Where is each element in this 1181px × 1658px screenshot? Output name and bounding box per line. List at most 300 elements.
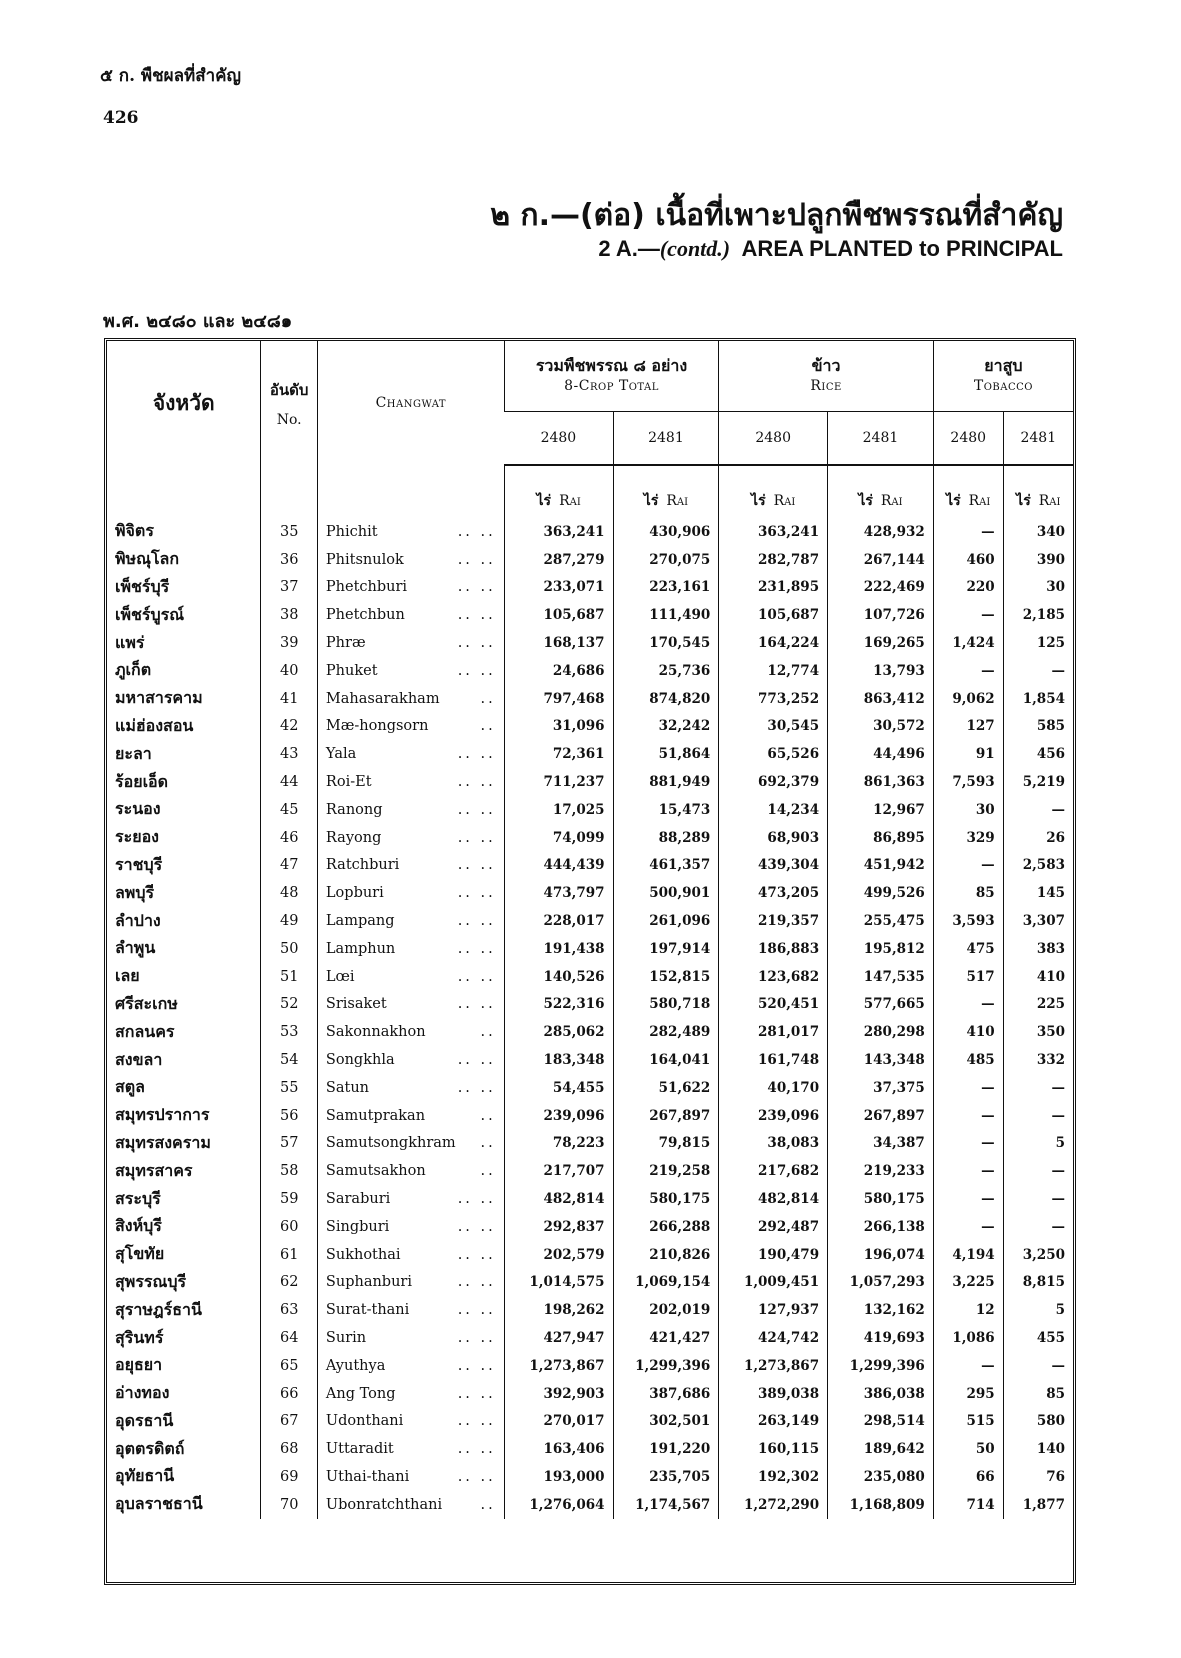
table-row xyxy=(107,907,1073,935)
tobacco-2480-cell: 66 xyxy=(933,1463,1003,1491)
leader-dots: .. .. xyxy=(457,662,496,679)
changwat-thai-cell: แม่ฮ่องสอน xyxy=(115,715,194,735)
changwat-en-name: Surin xyxy=(325,1330,367,1346)
row-number-cell: 44 xyxy=(261,768,317,796)
leader-dots: .. .. xyxy=(457,1274,496,1291)
rice-2480-cell: 1,009,451 xyxy=(719,1269,828,1297)
changwat-thai-cell: สุพรรณบุรี xyxy=(115,1271,187,1291)
changwat-thai-cell: ราชบุรี xyxy=(115,854,163,874)
rice-2480-cell: 12,774 xyxy=(719,657,828,685)
rice-2481-cell: 222,469 xyxy=(828,574,934,602)
rice-2481-cell: 580,175 xyxy=(828,1185,934,1213)
changwat-en-cell xyxy=(317,1435,504,1463)
rice-2480-cell: 40,170 xyxy=(719,1074,828,1102)
total-2481-cell: 235,705 xyxy=(613,1463,719,1491)
tobacco-2480-cell: 85 xyxy=(933,879,1003,907)
changwat-thai-cell: แพร่ xyxy=(115,632,145,652)
row-number-cell: 43 xyxy=(261,740,317,768)
year-header: 2481 xyxy=(1003,412,1073,466)
total-2480-cell: 444,439 xyxy=(504,852,613,880)
total-2481-cell: 282,489 xyxy=(613,1018,719,1046)
leader-dots: .. .. xyxy=(457,523,496,540)
rice-2481-cell: 86,895 xyxy=(828,824,934,852)
total-2480-cell: 285,062 xyxy=(504,1018,613,1046)
group-tobacco-en: Tobacco xyxy=(973,378,1033,394)
changwat-thai-cell: พิจิตร xyxy=(115,521,154,541)
rice-2481-cell: 189,642 xyxy=(828,1435,934,1463)
total-2481-cell: 88,289 xyxy=(613,824,719,852)
total-2480-cell: 233,071 xyxy=(504,574,613,602)
leader-dots: .. .. xyxy=(457,1079,496,1096)
rice-2480-cell: 65,526 xyxy=(719,740,828,768)
tobacco-2481-cell: 350 xyxy=(1003,1018,1073,1046)
leader-dots: .. .. xyxy=(457,607,496,624)
changwat-en-name: Rayong xyxy=(325,829,382,846)
rice-2480-cell: 389,038 xyxy=(719,1380,828,1408)
changwat-thai-cell: อยุธยา xyxy=(115,1355,163,1375)
rice-2480-cell: 123,682 xyxy=(719,963,828,991)
total-2480-cell: 1,273,867 xyxy=(504,1352,613,1380)
tobacco-2480-cell: — xyxy=(933,1102,1003,1130)
rice-2481-cell: 267,897 xyxy=(828,1102,934,1130)
unit-label: ไร่ Rai xyxy=(828,465,934,518)
total-2480-cell: 54,455 xyxy=(504,1074,613,1102)
table-row xyxy=(107,963,1073,991)
changwat-thai-cell: ร้อยเอ็ด xyxy=(115,771,169,791)
leader-dots: .. xyxy=(480,690,496,707)
year-header: 2481 xyxy=(613,412,719,466)
leader-dots: .. xyxy=(480,1107,496,1124)
total-2481-cell: 15,473 xyxy=(613,796,719,824)
total-2481-cell: 32,242 xyxy=(613,713,719,741)
header-group-total xyxy=(504,341,719,412)
changwat-en-cell xyxy=(317,1074,504,1102)
row-number-cell: 65 xyxy=(261,1352,317,1380)
changwat-thai-cell: สมุทรสาคร xyxy=(115,1160,193,1180)
tobacco-2480-cell: — xyxy=(933,1352,1003,1380)
tobacco-2480-cell: — xyxy=(933,1157,1003,1185)
row-number-cell: 58 xyxy=(261,1157,317,1185)
total-2480-cell: 427,947 xyxy=(504,1324,613,1352)
leader-dots: .. .. xyxy=(457,801,496,818)
changwat-en-cell xyxy=(317,740,504,768)
changwat-thai-cell: อุทัยธานี xyxy=(115,1466,175,1486)
table-row xyxy=(107,601,1073,629)
rice-2480-cell: 231,895 xyxy=(719,574,828,602)
rice-2480-cell: 773,252 xyxy=(719,685,828,713)
rice-2481-cell: 30,572 xyxy=(828,713,934,741)
changwat-en-name: Uttaradit xyxy=(325,1441,394,1458)
table-row xyxy=(107,740,1073,768)
leader-dots: .. xyxy=(480,1024,496,1041)
changwat-thai-cell: ศรีสะเกษ xyxy=(115,993,178,1013)
leader-dots: .. .. xyxy=(457,968,496,985)
changwat-en-name: Srisaket xyxy=(325,996,387,1013)
tobacco-2480-cell: — xyxy=(933,1074,1003,1102)
changwat-en-cell xyxy=(317,1296,504,1324)
leader-dots: .. .. xyxy=(457,1441,496,1458)
total-2481-cell: 874,820 xyxy=(613,685,719,713)
changwat-en-name: Lopburi xyxy=(325,885,384,902)
total-2481-cell: 152,815 xyxy=(613,963,719,991)
total-2480-cell: 72,361 xyxy=(504,740,613,768)
changwat-en-cell xyxy=(317,1130,504,1158)
rice-2481-cell: 169,265 xyxy=(828,629,934,657)
leader-dots: .. .. xyxy=(457,885,496,902)
changwat-thai-cell: อุตตรดิตถ์ xyxy=(115,1438,185,1458)
row-number-cell: 47 xyxy=(261,852,317,880)
crop-area-table xyxy=(107,341,1073,1519)
leader-dots: .. xyxy=(480,1135,496,1152)
tobacco-2481-cell: — xyxy=(1003,1157,1073,1185)
changwat-en-name: Ranong xyxy=(325,801,383,818)
table-row xyxy=(107,935,1073,963)
row-number-cell: 59 xyxy=(261,1185,317,1213)
tobacco-2480-cell: — xyxy=(933,601,1003,629)
table-row xyxy=(107,1491,1073,1519)
rice-2480-cell: 692,379 xyxy=(719,768,828,796)
table-row xyxy=(107,796,1073,824)
tobacco-2481-cell: 225 xyxy=(1003,991,1073,1019)
total-2481-cell: 580,718 xyxy=(613,991,719,1019)
page-number: 426 xyxy=(103,108,139,128)
changwat-en-cell xyxy=(317,796,504,824)
changwat-en-name: Ratchburi xyxy=(325,857,400,874)
changwat-thai-cell: เพ็ชร์บุรี xyxy=(115,576,170,596)
header-group-tobacco xyxy=(933,341,1073,412)
changwat-thai-cell: สุราษฎร์ธานี xyxy=(115,1299,202,1319)
changwat-en-cell xyxy=(317,1269,504,1297)
unit-label: ไร่ Rai xyxy=(933,465,1003,518)
table-row xyxy=(107,1130,1073,1158)
rice-2480-cell: 14,234 xyxy=(719,796,828,824)
rice-2480-cell: 190,479 xyxy=(719,1241,828,1269)
leader-dots: .. xyxy=(480,718,496,735)
tobacco-2481-cell: 580 xyxy=(1003,1408,1073,1436)
tobacco-2481-cell: 85 xyxy=(1003,1380,1073,1408)
header-group-rice xyxy=(719,341,934,412)
changwat-en-cell xyxy=(317,1185,504,1213)
rice-2480-cell: 1,273,867 xyxy=(719,1352,828,1380)
total-2481-cell: 270,075 xyxy=(613,546,719,574)
tobacco-2481-cell: 3,250 xyxy=(1003,1241,1073,1269)
leader-dots: .. xyxy=(480,1163,496,1180)
rice-2480-cell: 363,241 xyxy=(719,518,828,546)
total-2480-cell: 711,237 xyxy=(504,768,613,796)
leader-dots: .. .. xyxy=(457,1357,496,1374)
changwat-en-cell xyxy=(317,546,504,574)
year-header: 2480 xyxy=(933,412,1003,466)
leader-dots: .. .. xyxy=(457,829,496,846)
leader-dots: .. .. xyxy=(457,996,496,1013)
year-header: 2481 xyxy=(828,412,934,466)
row-number-cell: 69 xyxy=(261,1463,317,1491)
changwat-en-name: Ang Tong xyxy=(325,1385,396,1402)
changwat-en-cell xyxy=(317,768,504,796)
rice-2480-cell: 482,814 xyxy=(719,1185,828,1213)
total-2481-cell: 302,501 xyxy=(613,1408,719,1436)
rice-2480-cell: 160,115 xyxy=(719,1435,828,1463)
row-number-cell: 46 xyxy=(261,824,317,852)
changwat-thai-cell: อุดรธานี xyxy=(115,1410,174,1430)
total-2481-cell: 223,161 xyxy=(613,574,719,602)
changwat-en-name: Surat-thani xyxy=(325,1302,410,1319)
rice-2480-cell: 439,304 xyxy=(719,852,828,880)
changwat-thai-cell: เพ็ชร์บูรณ์ xyxy=(115,604,185,624)
rice-2480-cell: 38,083 xyxy=(719,1130,828,1158)
table-row xyxy=(107,685,1073,713)
tobacco-2481-cell: — xyxy=(1003,796,1073,824)
total-2481-cell: 461,357 xyxy=(613,852,719,880)
rice-2480-cell: 1,272,290 xyxy=(719,1491,828,1519)
leader-dots: .. .. xyxy=(457,1191,496,1208)
changwat-en-name: Songkhla xyxy=(325,1052,395,1069)
row-number-cell: 35 xyxy=(261,518,317,546)
row-number-cell: 37 xyxy=(261,574,317,602)
row-number-cell: 36 xyxy=(261,546,317,574)
tobacco-2481-cell: 585 xyxy=(1003,713,1073,741)
total-2481-cell: 1,174,567 xyxy=(613,1491,719,1519)
unit-label: ไร่ Rai xyxy=(504,465,613,518)
rice-2480-cell: 424,742 xyxy=(719,1324,828,1352)
changwat-thai-cell: สมุทรสงคราม xyxy=(115,1132,211,1152)
rice-2480-cell: 292,487 xyxy=(719,1213,828,1241)
changwat-en-name: Yala xyxy=(325,746,357,763)
changwat-en-cell xyxy=(317,1352,504,1380)
row-number-cell: 49 xyxy=(261,907,317,935)
changwat-en-cell xyxy=(317,1463,504,1491)
tobacco-2480-cell: 9,062 xyxy=(933,685,1003,713)
changwat-en-cell xyxy=(317,1102,504,1130)
row-number-cell: 51 xyxy=(261,963,317,991)
rice-2481-cell: 863,412 xyxy=(828,685,934,713)
changwat-thai-cell: เลย xyxy=(115,966,140,986)
changwat-en-name: Phræ xyxy=(325,635,366,652)
rice-2481-cell: 37,375 xyxy=(828,1074,934,1102)
rice-2481-cell: 143,348 xyxy=(828,1046,934,1074)
tobacco-2480-cell: 220 xyxy=(933,574,1003,602)
total-2480-cell: 168,137 xyxy=(504,629,613,657)
table-row xyxy=(107,852,1073,880)
row-number-cell: 56 xyxy=(261,1102,317,1130)
total-2480-cell: 78,223 xyxy=(504,1130,613,1158)
tobacco-2481-cell: 5,219 xyxy=(1003,768,1073,796)
changwat-en-cell xyxy=(317,1046,504,1074)
total-2481-cell: 111,490 xyxy=(613,601,719,629)
total-2480-cell: 217,707 xyxy=(504,1157,613,1185)
rice-2481-cell: 298,514 xyxy=(828,1408,934,1436)
tobacco-2481-cell: — xyxy=(1003,1074,1073,1102)
changwat-en-name: Lampang xyxy=(325,913,395,930)
changwat-en-cell xyxy=(317,1491,504,1519)
tobacco-2480-cell: 3,593 xyxy=(933,907,1003,935)
total-2480-cell: 193,000 xyxy=(504,1463,613,1491)
tobacco-2481-cell: 30 xyxy=(1003,574,1073,602)
rice-2480-cell: 520,451 xyxy=(719,991,828,1019)
changwat-en-cell xyxy=(317,1324,504,1352)
tobacco-2481-cell: 5 xyxy=(1003,1296,1073,1324)
table-row xyxy=(107,1185,1073,1213)
leader-dots: .. .. xyxy=(457,1468,496,1485)
changwat-en-name: Satun xyxy=(325,1079,370,1096)
total-2480-cell: 74,099 xyxy=(504,824,613,852)
tobacco-2481-cell: — xyxy=(1003,1213,1073,1241)
total-2481-cell: 421,427 xyxy=(613,1324,719,1352)
rice-2481-cell: 861,363 xyxy=(828,768,934,796)
tobacco-2480-cell: 329 xyxy=(933,824,1003,852)
tobacco-2481-cell: 5 xyxy=(1003,1130,1073,1158)
changwat-thai-cell: สุโขทัย xyxy=(115,1244,165,1264)
tobacco-2480-cell: — xyxy=(933,852,1003,880)
changwat-en-name: Roi-Et xyxy=(325,774,372,791)
row-number-cell: 61 xyxy=(261,1241,317,1269)
tobacco-2481-cell: 8,815 xyxy=(1003,1269,1073,1297)
total-2481-cell: 267,897 xyxy=(613,1102,719,1130)
total-2481-cell: 881,949 xyxy=(613,768,719,796)
table-row xyxy=(107,629,1073,657)
rice-2480-cell: 68,903 xyxy=(719,824,828,852)
rice-2480-cell: 164,224 xyxy=(719,629,828,657)
changwat-en-cell xyxy=(317,685,504,713)
title-prefix: 2 A.— xyxy=(598,236,660,261)
running-head: ๕ ก. พืชผลที่สำคัญ xyxy=(100,66,242,86)
changwat-en-cell xyxy=(317,1408,504,1436)
changwat-en-name: Udonthani xyxy=(325,1413,404,1430)
tobacco-2480-cell: — xyxy=(933,1130,1003,1158)
leader-dots: .. .. xyxy=(457,635,496,652)
table-row xyxy=(107,879,1073,907)
row-number-cell: 41 xyxy=(261,685,317,713)
table-row xyxy=(107,1046,1073,1074)
year-line: พ.ศ. ๒๔๘๐ และ ๒๔๘๑ xyxy=(103,311,293,332)
leader-dots: .. .. xyxy=(457,913,496,930)
data-table-frame xyxy=(104,338,1076,1585)
rice-2481-cell: 266,138 xyxy=(828,1213,934,1241)
table-row xyxy=(107,713,1073,741)
leader-dots: .. .. xyxy=(457,746,496,763)
row-number-cell: 55 xyxy=(261,1074,317,1102)
rice-2481-cell: 195,812 xyxy=(828,935,934,963)
tobacco-2480-cell: — xyxy=(933,518,1003,546)
changwat-en-cell xyxy=(317,824,504,852)
rice-2481-cell: 1,057,293 xyxy=(828,1269,934,1297)
changwat-en-name: Sukhothai xyxy=(325,1246,401,1263)
leader-dots: .. xyxy=(480,1496,496,1513)
changwat-thai-cell: มหาสารคาม xyxy=(115,688,203,708)
changwat-en-name: Samutsongkhram xyxy=(325,1135,456,1152)
rice-2480-cell: 473,205 xyxy=(719,879,828,907)
rice-2480-cell: 282,787 xyxy=(719,546,828,574)
table-row xyxy=(107,991,1073,1019)
rice-2481-cell: 267,144 xyxy=(828,546,934,574)
row-number-cell: 62 xyxy=(261,1269,317,1297)
tobacco-2480-cell: — xyxy=(933,657,1003,685)
tobacco-2480-cell: 1,086 xyxy=(933,1324,1003,1352)
total-2481-cell: 79,815 xyxy=(613,1130,719,1158)
tobacco-2481-cell: 125 xyxy=(1003,629,1073,657)
row-number-cell: 48 xyxy=(261,879,317,907)
row-number-cell: 45 xyxy=(261,796,317,824)
table-row xyxy=(107,546,1073,574)
changwat-en-name: Phuket xyxy=(325,662,378,679)
changwat-en-cell xyxy=(317,1241,504,1269)
rice-2480-cell: 263,149 xyxy=(719,1408,828,1436)
leader-dots: .. .. xyxy=(457,1218,496,1235)
leader-dots: .. .. xyxy=(457,1052,496,1069)
row-number-cell: 68 xyxy=(261,1435,317,1463)
table-row xyxy=(107,1352,1073,1380)
table-row xyxy=(107,574,1073,602)
row-number-cell: 50 xyxy=(261,935,317,963)
total-2480-cell: 482,814 xyxy=(504,1185,613,1213)
total-2480-cell: 17,025 xyxy=(504,796,613,824)
leader-dots: .. .. xyxy=(457,1385,496,1402)
rice-2481-cell: 147,535 xyxy=(828,963,934,991)
total-2480-cell: 163,406 xyxy=(504,1435,613,1463)
tobacco-2480-cell: 12 xyxy=(933,1296,1003,1324)
total-2481-cell: 1,069,154 xyxy=(613,1269,719,1297)
header-number-en: No. xyxy=(276,412,302,428)
rice-2481-cell: 235,080 xyxy=(828,1463,934,1491)
table-row xyxy=(107,1102,1073,1130)
tobacco-2480-cell: 714 xyxy=(933,1491,1003,1519)
changwat-thai-cell: ระนอง xyxy=(115,799,161,819)
changwat-thai-cell: สตูล xyxy=(115,1077,145,1097)
total-2480-cell: 105,687 xyxy=(504,601,613,629)
unit-label: ไร่ Rai xyxy=(1003,465,1073,518)
leader-dots: .. .. xyxy=(457,1413,496,1430)
changwat-en-name: Ubonratchthani xyxy=(325,1496,443,1513)
tobacco-2480-cell: 30 xyxy=(933,796,1003,824)
total-2481-cell: 387,686 xyxy=(613,1380,719,1408)
tobacco-2481-cell: — xyxy=(1003,1185,1073,1213)
unit-row xyxy=(107,465,1073,518)
rice-2480-cell: 186,883 xyxy=(719,935,828,963)
rice-2481-cell: 1,168,809 xyxy=(828,1491,934,1519)
tobacco-2480-cell: 3,225 xyxy=(933,1269,1003,1297)
total-2481-cell: 210,826 xyxy=(613,1241,719,1269)
changwat-thai-cell: ระยอง xyxy=(115,827,159,847)
rice-2481-cell: 577,665 xyxy=(828,991,934,1019)
changwat-en-name: Mæ-hongsorn xyxy=(325,718,429,735)
table-row xyxy=(107,1324,1073,1352)
header-number-thai: อันดับ xyxy=(269,381,309,399)
leader-dots: .. .. xyxy=(457,857,496,874)
total-2481-cell: 430,906 xyxy=(613,518,719,546)
rice-2481-cell: 107,726 xyxy=(828,601,934,629)
title-contd: (contd.) xyxy=(659,236,731,261)
leader-dots: .. .. xyxy=(457,1302,496,1319)
changwat-thai-cell: พิษณุโลก xyxy=(115,549,180,569)
changwat-en-name: Lamphun xyxy=(325,940,396,957)
rice-2480-cell: 281,017 xyxy=(719,1018,828,1046)
changwat-en-name: Lœi xyxy=(325,968,355,985)
row-number-cell: 63 xyxy=(261,1296,317,1324)
changwat-en-cell xyxy=(317,574,504,602)
tobacco-2480-cell: 475 xyxy=(933,935,1003,963)
changwat-thai-cell: ลพบุรี xyxy=(115,882,155,902)
table-title-thai: ๒ ก.—(ต่อ) เนื้อที่เพาะปลูกพืชพรรณที่สำคัญ xyxy=(490,198,1063,233)
row-number-cell: 60 xyxy=(261,1213,317,1241)
changwat-en-cell xyxy=(317,879,504,907)
tobacco-2480-cell: 7,593 xyxy=(933,768,1003,796)
changwat-en-cell xyxy=(317,852,504,880)
tobacco-2480-cell: 515 xyxy=(933,1408,1003,1436)
rice-2480-cell: 127,937 xyxy=(719,1296,828,1324)
year-header: 2480 xyxy=(504,412,613,466)
changwat-thai-cell: สกลนคร xyxy=(115,1021,175,1041)
changwat-en-name: Phetchbun xyxy=(325,607,405,624)
